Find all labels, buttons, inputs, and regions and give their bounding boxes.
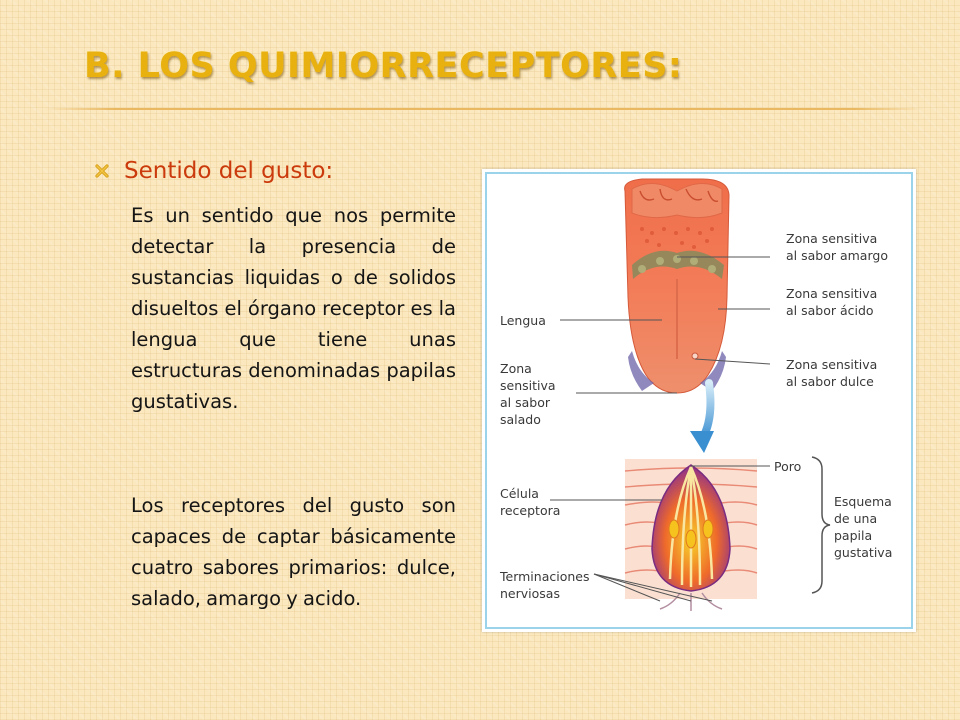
label-esquema-papila xyxy=(834,493,892,561)
label-line: al sabor dulce xyxy=(786,374,874,389)
label-line: receptora xyxy=(500,503,561,518)
label-line: al sabor ácido xyxy=(786,303,874,318)
bullet-heading: Sentido del gusto: xyxy=(124,158,334,184)
label-line: Zona xyxy=(500,361,532,376)
body-paragraph-1: Es un sentido que nos permite detectar la presencia de sustancias liquidas o de solidos disueltos el órgano receptor es la lengua que tiene unas estructuras denominadas papilas gustativas. xyxy=(131,204,456,413)
label-zona-amargo xyxy=(786,230,888,264)
body-paragraph-2: Los receptores del gusto son capaces de captar básicamente cuatro sabores primarios: dulce, salado, amargo y acido. xyxy=(131,494,456,610)
label-zona-dulce xyxy=(786,356,877,390)
tongue-diagram-figure xyxy=(482,169,916,632)
down-arrow-icon xyxy=(702,383,710,439)
label-line: Lengua xyxy=(500,313,546,328)
label-zona-salado xyxy=(500,360,556,428)
arrow-head-icon xyxy=(690,431,714,453)
label-line: Zona sensitiva xyxy=(786,286,878,301)
label-line: sensitiva xyxy=(500,378,556,393)
label-poro xyxy=(774,458,801,475)
x-bullet-icon xyxy=(94,163,110,179)
label-terminaciones-nerviosas xyxy=(500,568,589,602)
tongue-drawing xyxy=(625,179,729,393)
label-line: al sabor xyxy=(500,395,550,410)
label-line: salado xyxy=(500,412,541,427)
label-line: Terminaciones xyxy=(500,569,590,584)
label-line: papila xyxy=(834,528,873,543)
label-line: Zona sensitiva xyxy=(786,231,878,246)
label-celula-receptora xyxy=(500,485,560,519)
label-line: al sabor amargo xyxy=(786,248,888,263)
label-line: nerviosas xyxy=(500,586,560,601)
label-line: Célula xyxy=(500,486,539,501)
label-lengua xyxy=(500,312,546,329)
bullet-item xyxy=(94,158,333,184)
label-line: Esquema xyxy=(834,494,892,509)
label-line: Zona sensitiva xyxy=(786,357,878,372)
label-line: gustativa xyxy=(834,545,893,560)
slide-title: B. LOS QUIMIORRECEPTORES: xyxy=(84,46,683,86)
bracket-icon xyxy=(812,457,830,593)
title-divider xyxy=(44,108,924,110)
label-line: Poro xyxy=(774,459,802,474)
label-line: de una xyxy=(834,511,878,526)
label-zona-acido xyxy=(786,285,877,319)
